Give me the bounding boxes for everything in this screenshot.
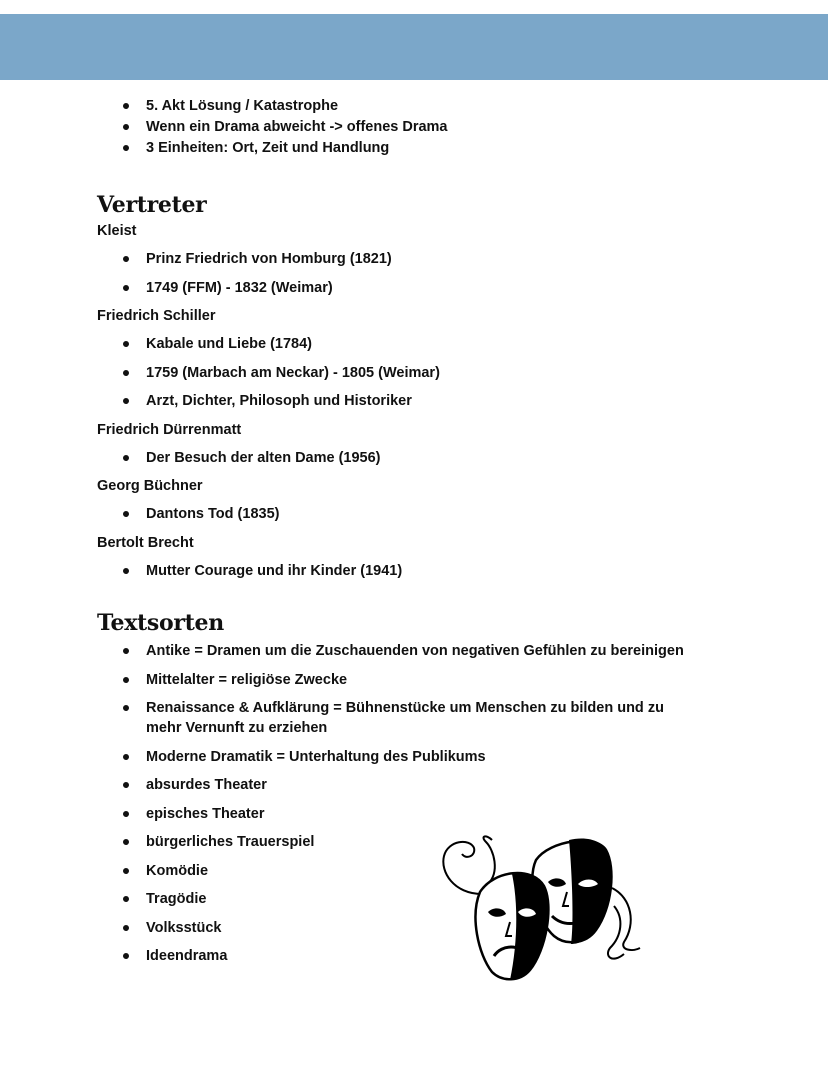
author-works-list — [0, 504, 828, 524]
document-body — [0, 96, 828, 975]
list-item: Mutter Courage und ihr Kinder (1941) — [0, 561, 828, 581]
theater-masks-icon — [436, 832, 644, 984]
intro-list — [0, 96, 828, 158]
author-works-list — [0, 334, 828, 411]
list-item: Mittelalter = religiöse Zwecke — [0, 670, 828, 690]
author-name: Bertolt Brecht — [97, 534, 194, 551]
list-item: Komödie — [0, 861, 828, 881]
list-item: Arzt, Dichter, Philosoph und Historiker — [0, 391, 828, 411]
list-item: Moderne Dramatik = Unterhaltung des Publikums — [0, 747, 828, 767]
list-item: Volksstück — [0, 918, 828, 938]
list-item: Tragödie — [0, 889, 828, 909]
author-name: Friedrich Schiller — [97, 308, 216, 324]
list-item: 1749 (FFM) - 1832 (Weimar) — [0, 278, 828, 298]
list-item: 5. Akt Lösung / Katastrophe — [0, 96, 828, 116]
author-name: Friedrich Dürrenmatt — [97, 421, 242, 438]
list-item: Renaissance & Aufklärung = Bühnenstücke um Menschen zu bilden und zu mehr Vernunft zu erziehen — [0, 698, 828, 738]
page-top-edge — [0, 0, 828, 14]
list-item: Prinz Friedrich von Homburg (1821) — [0, 249, 828, 269]
list-item: Ideendrama — [0, 946, 828, 966]
author-works-list — [0, 448, 828, 468]
list-item: Kabale und Liebe (1784) — [0, 334, 828, 354]
section-heading-textsorten: Textsorten — [97, 610, 224, 636]
list-item: Wenn ein Drama abweicht -> offenes Drama — [0, 117, 828, 137]
section-heading-vertreter: Vertreter — [97, 192, 207, 218]
list-item: 1759 (Marbach am Neckar) - 1805 (Weimar) — [0, 363, 828, 383]
author-works-list — [0, 249, 828, 298]
author-name: Georg Büchner — [97, 478, 203, 494]
list-item: Der Besuch der alten Dame (1956) — [0, 448, 828, 468]
list-item: Dantons Tod (1835) — [0, 504, 828, 524]
list-item: 3 Einheiten: Ort, Zeit und Handlung — [0, 138, 828, 158]
textsorten-list — [0, 641, 828, 966]
list-item: bürgerliches Trauerspiel — [0, 832, 828, 852]
author-works-list — [0, 561, 828, 581]
list-item: absurdes Theater — [0, 775, 828, 795]
list-item: Antike = Dramen um die Zuschauenden von negativen Gefühlen zu bereinigen — [0, 641, 828, 661]
author-name: Kleist — [97, 223, 137, 239]
list-item: episches Theater — [0, 804, 828, 824]
header-band — [0, 14, 828, 80]
